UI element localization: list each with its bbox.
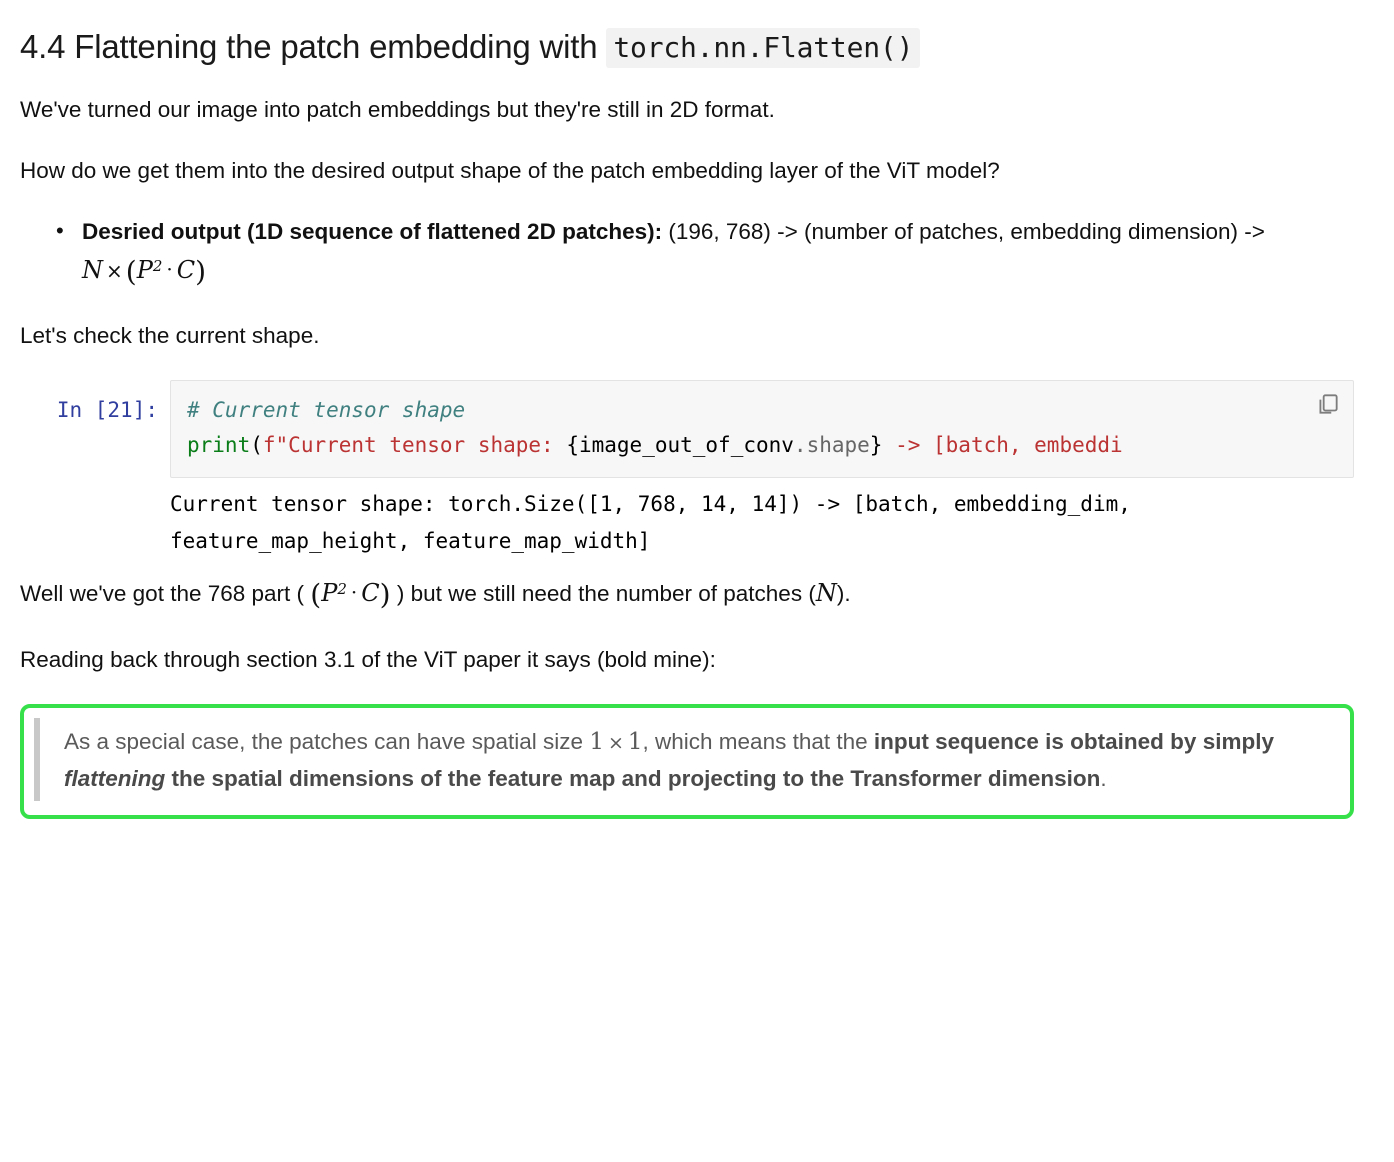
output-line-2: feature_map_height, feature_map_width] [170,528,651,553]
code-token-print: print [187,433,251,457]
code-comment-text: # Current tensor shape [187,398,466,423]
paragraph-768-b: ) but we still need the number of patches ( [390,581,816,607]
bullet-bold-label: Desried output (1D sequence of flattened 2D patches): [82,219,663,244]
paragraph-768-c: ). [836,581,851,607]
vit-paper-quote [34,718,1332,802]
list-item [82,215,1354,293]
code-token-brace-close: } [869,433,883,457]
quote-part-2: , which means that the [642,728,874,754]
paragraph-check-shape: Let's check the current shape. [20,323,320,349]
quote-bold-1: input sequence is obtained by simply [873,728,1274,754]
section-title-text: 4.4 Flattening the patch embedding with [20,28,607,65]
code-token-open-paren: ( [250,433,263,457]
code-line-print [187,428,1337,463]
quote-part-3: . [1100,765,1107,791]
code-token-fstring-prefix: f" [262,433,289,457]
page-title [20,26,1354,67]
paragraph-vit-paper-ref: Reading back through section 3.1 of the ViT paper it says (bold mine): [20,646,716,672]
code-cell[interactable] [20,380,1354,478]
code-token-attribute: .shape [793,433,870,457]
quote-bold-italic: flattening [64,765,166,791]
paragraph-768-part [20,573,1354,616]
math-p2c: $(P^2 \cdot C)$ [310,578,391,612]
code-token-string-part2: -> [batch, embeddi [882,433,1123,457]
code-token-variable: image_out_of_conv [578,433,794,457]
bullet-text: (196, 768) -> (number of patches, embedding dimension) -> [662,219,1265,244]
highlighted-quote-box [20,704,1354,820]
cell-prompt-label: In [21]: [56,398,158,423]
paragraph-intro: We've turned our image into patch embeddings but they're still in 2D format. [20,97,775,123]
code-editor-area[interactable] [170,380,1354,478]
code-line-comment [187,393,1337,428]
quote-bold-2: the spatial dimensions of the feature map and projecting to the Transformer dimension [165,765,1101,791]
code-token-string-part1: Current tensor shape: [288,433,567,457]
cell-output [20,486,1354,560]
paragraph-question: How do we get them into the desired output shape of the patch embedding layer of the ViT model? [20,158,1000,184]
math-n: N [815,579,837,608]
math-n-times-p2c: $N \times (P^2 \cdot C)$ [82,254,207,288]
desired-output-list [20,215,1354,293]
copy-icon[interactable] [1315,391,1341,417]
inline-code-torch-flatten: torch.nn.Flatten() [606,28,920,68]
paragraph-768-a: Well we've got the 768 part ( [20,581,311,607]
code-token-brace-open: { [566,433,579,457]
quote-part-1: As a special case, the patches can have spatial size [64,728,590,754]
math-one-by-one: 1 × 1 [589,728,643,755]
output-line-1: Current tensor shape: torch.Size([1, 768, 14, 14]) -> [batch, embedding_dim, [170,491,1131,516]
